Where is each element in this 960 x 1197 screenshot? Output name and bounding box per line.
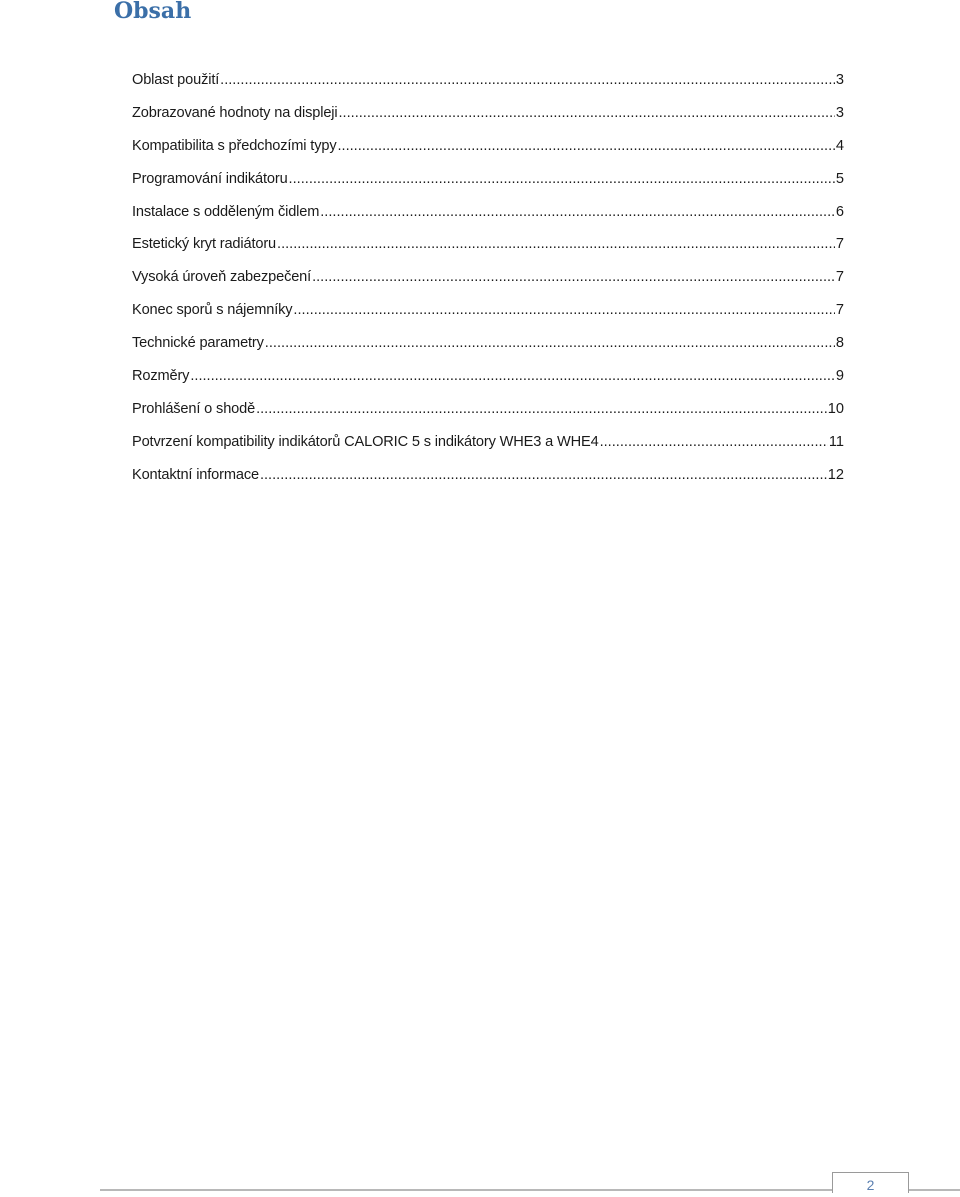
toc-leader-dots bbox=[293, 294, 834, 327]
toc-entry[interactable] bbox=[132, 393, 844, 426]
toc-entry[interactable] bbox=[132, 261, 844, 294]
toc-leader-dots bbox=[338, 97, 834, 130]
toc-entry-page: 7 bbox=[835, 269, 844, 286]
toc-entry-title: Zobrazované hodnoty na displeji bbox=[132, 104, 338, 121]
toc-leader-dots bbox=[320, 196, 835, 229]
toc-leader-dots bbox=[312, 261, 835, 294]
toc-entry-title: Konec sporů s nájemníky bbox=[132, 302, 293, 319]
toc-leader-dots bbox=[220, 64, 835, 97]
toc-entry-title: Potvrzení kompatibility indikátorů CALORIC 5 s indikátory WHE3 a WHE4 bbox=[132, 433, 599, 450]
toc-entry[interactable] bbox=[132, 360, 844, 393]
toc-entry[interactable] bbox=[132, 163, 844, 196]
toc-entry-title: Prohlášení o shodě bbox=[132, 400, 256, 417]
toc-entry-title: Instalace s odděleným čidlem bbox=[132, 203, 320, 220]
page-number: 2 bbox=[832, 1172, 909, 1193]
toc-entry-page: 7 bbox=[835, 236, 844, 253]
toc-entry-page: 7 bbox=[835, 302, 844, 319]
toc-entry-page: 9 bbox=[835, 368, 844, 385]
toc-entry[interactable] bbox=[132, 426, 844, 459]
toc-leader-dots bbox=[265, 327, 835, 360]
toc-entry[interactable] bbox=[132, 130, 844, 163]
toc-entry-page: 4 bbox=[835, 137, 844, 154]
toc-entry-title: Technické parametry bbox=[132, 335, 264, 352]
toc-entry-page: 5 bbox=[835, 170, 844, 187]
toc-entry[interactable] bbox=[132, 97, 844, 130]
toc-leader-dots bbox=[289, 163, 835, 196]
toc-entry-title: Vysoká úroveň zabezpečení bbox=[132, 269, 312, 286]
toc-entry-page: 8 bbox=[835, 335, 844, 352]
toc-entry-title: Rozměry bbox=[132, 368, 190, 385]
toc-leader-dots bbox=[256, 393, 827, 426]
footer-rule bbox=[100, 1189, 960, 1191]
toc-leader-dots bbox=[337, 130, 834, 163]
toc-entry[interactable] bbox=[132, 228, 844, 261]
toc-entry-page: 3 bbox=[835, 104, 844, 121]
table-of-contents bbox=[132, 64, 844, 492]
toc-entry-title: Kontaktní informace bbox=[132, 466, 259, 483]
toc-leader-dots bbox=[277, 228, 835, 261]
toc-entry[interactable] bbox=[132, 196, 844, 229]
toc-entry-page: 10 bbox=[827, 400, 844, 417]
toc-entry-page: 6 bbox=[835, 203, 844, 220]
toc-entry-title: Oblast použití bbox=[132, 72, 220, 88]
toc-entry[interactable] bbox=[132, 327, 844, 360]
toc-entry[interactable] bbox=[132, 64, 844, 97]
toc-entry-page: 12 bbox=[827, 466, 844, 483]
toc-leader-dots bbox=[190, 360, 835, 393]
toc-entry-title: Kompatibilita s předchozími typy bbox=[132, 137, 337, 154]
toc-heading: Obsah bbox=[114, 0, 192, 24]
toc-entry[interactable] bbox=[132, 459, 844, 492]
toc-entry-page: 3 bbox=[835, 72, 844, 88]
toc-entry-title: Programování indikátoru bbox=[132, 170, 288, 187]
toc-leader-dots bbox=[600, 426, 828, 459]
toc-leader-dots bbox=[260, 459, 827, 492]
toc-entry-page: 11 bbox=[828, 433, 844, 450]
toc-entry-title: Estetický kryt radiátoru bbox=[132, 236, 277, 253]
toc-entry[interactable] bbox=[132, 294, 844, 327]
